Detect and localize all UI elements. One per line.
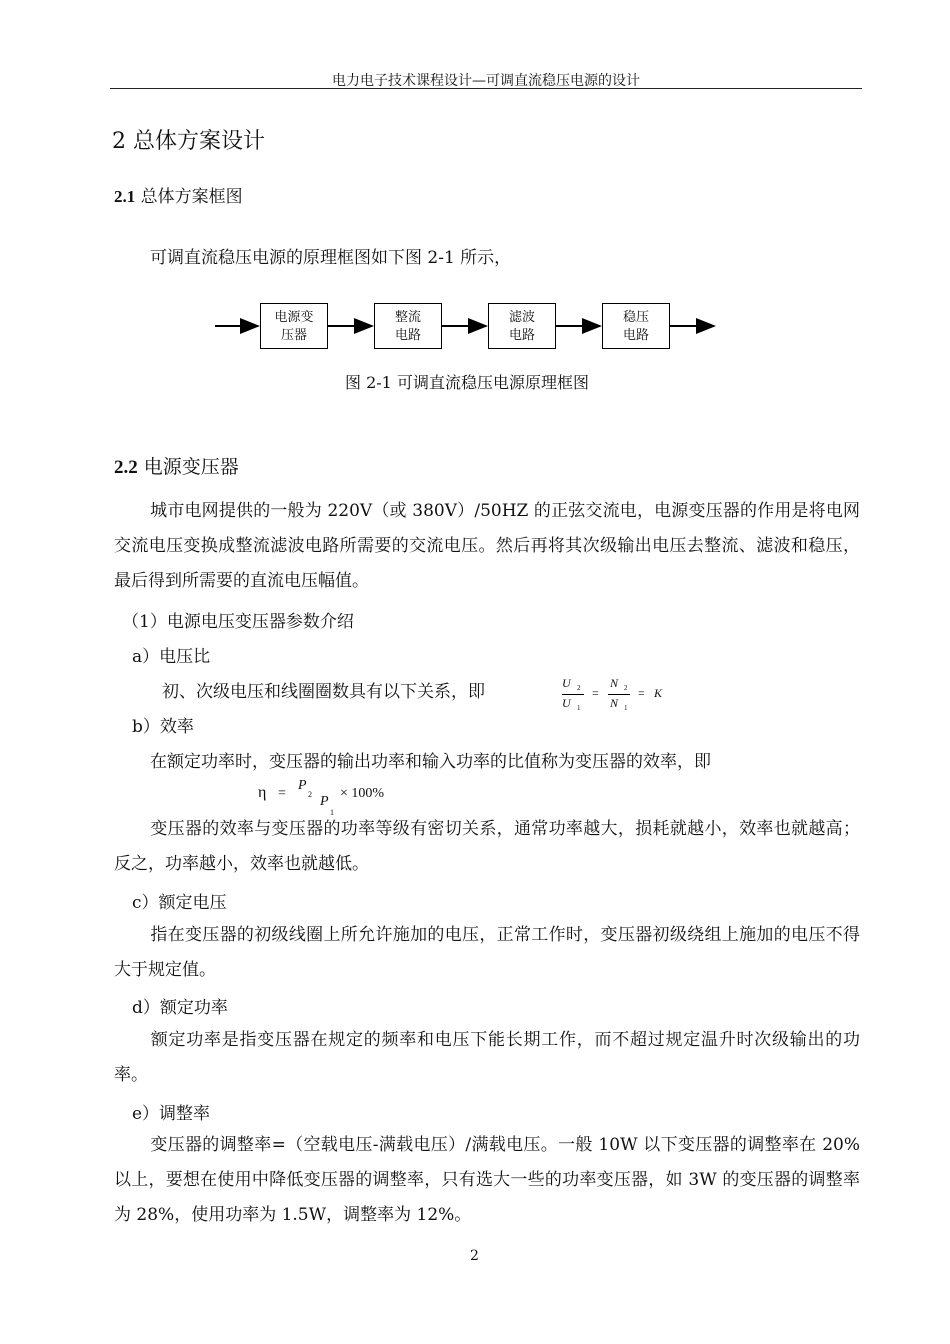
block-filter <box>488 303 556 349</box>
diagram-intro: 可调直流稳压电源的原理框图如下图 2-1 所示， <box>150 248 512 268</box>
block-line: 电源变 <box>274 310 314 325</box>
formula-operator: = <box>592 686 599 700</box>
block-line: 压器 <box>280 328 307 343</box>
header-rule <box>110 88 862 89</box>
block-line: 电路 <box>508 328 535 343</box>
fraction-bar <box>608 694 630 695</box>
paragraph-regulation <box>114 1128 860 1233</box>
subsection-title: 总体方案框图 <box>140 187 243 207</box>
subsection-number: 2.1 <box>114 187 136 206</box>
formula-symbol: U <box>562 676 571 690</box>
subsection-title: 电源变压器 <box>143 456 239 478</box>
paragraph-rated-power <box>114 1023 860 1093</box>
voltage-ratio-formula <box>562 676 672 716</box>
item-label-a: a）电压比 <box>132 647 211 667</box>
item-label-b: b）效率 <box>132 717 194 737</box>
figure-caption: 图 2-1 可调直流稳压电源原理框图 <box>345 373 589 392</box>
paragraph-text: 变压器的效率与变压器的功率等级有密切关系，通常功率越大，损耗就越小，效率也就越高；反之，功率越小，效率也就越低。 <box>114 819 860 874</box>
paragraph-text: 额定功率是指变压器在规定的频率和电压下能长期工作，而不超过规定温升时次级输出的功率。 <box>114 1030 860 1085</box>
paragraph-rated-voltage <box>114 918 860 988</box>
item-label-e: e）调整率 <box>132 1104 211 1124</box>
block-rectifier <box>374 303 442 349</box>
paragraph-text: 城市电网提供的一般为 220V（或 380V）/50HZ 的正弦交流电，电源变压器的作用是将电网交流电压变换成整流滤波电路所需要的交流电压。然后再将其次级输出电压去整流、滤波和稳压，最后得到所需要的直流电压幅值。 <box>114 501 860 591</box>
item-text-a: 初、次级电压和线圈圈数具有以下关系，即 <box>162 682 485 702</box>
block-regulator <box>602 303 670 349</box>
subsection-heading-2-2 <box>114 452 239 479</box>
paragraph-intro <box>114 494 860 599</box>
formula-symbol: K <box>654 686 663 700</box>
block-transformer <box>260 303 328 349</box>
formula-symbol: U <box>562 696 571 710</box>
paragraph-text: 变压器的调整率=（空载电压-满载电压）/满载电压。一般 10W 以下变压器的调整率在 20%以上，要想在使用中降低变压器的调整率，只有选大一些的功率变压器，如 3W 的变压器的调整率为 28%，使用功率为 1.5W，调整率为 12%。 <box>114 1135 860 1225</box>
block-line: 稳压 <box>622 310 649 325</box>
block-line: 电路 <box>622 328 649 343</box>
item-label-c: c）额定电压 <box>132 893 227 913</box>
formula-symbol: N <box>610 696 619 710</box>
formula-symbol: P <box>298 778 307 793</box>
page-number: 2 <box>470 1248 479 1264</box>
section-heading: 2 总体方案设计 <box>112 129 265 154</box>
formula-subscript: 2 <box>624 684 628 692</box>
formula-subscript: 1 <box>330 808 334 817</box>
formula-tail: × 100% <box>340 786 385 801</box>
paragraph-efficiency <box>114 812 860 882</box>
fraction-bar <box>562 694 584 695</box>
formula-symbol: η <box>258 784 267 801</box>
formula-operator: = <box>278 786 286 801</box>
formula-subscript: 1 <box>577 704 581 712</box>
formula-subscript: 2 <box>308 790 312 799</box>
item-text-b: 在额定功率时，变压器的输出功率和输入功率的比值称为变压器的效率，即 <box>150 752 711 772</box>
subsection-number: 2.2 <box>114 457 138 478</box>
block-line: 整流 <box>394 310 421 325</box>
item-label-d: d）额定功率 <box>132 998 228 1018</box>
block-line: 滤波 <box>508 310 535 325</box>
formula-operator: = <box>638 686 645 700</box>
running-header: 电力电子技术课程设计—可调直流稳压电源的设计 <box>332 73 640 89</box>
block-line: 电路 <box>394 328 421 343</box>
subsection-heading-2-1 <box>114 182 243 207</box>
formula-subscript: 2 <box>577 684 581 692</box>
sub-heading-params: （1）电源电压变压器参数介绍 <box>122 612 354 632</box>
formula-symbol: P <box>320 794 329 809</box>
formula-subscript: 1 <box>624 704 628 712</box>
formula-symbol: N <box>610 676 619 690</box>
paragraph-text: 指在变压器的初级线圈上所允许施加的电压，正常工作时，变压器初级绕组上施加的电压不得大于规定值。 <box>114 925 860 980</box>
